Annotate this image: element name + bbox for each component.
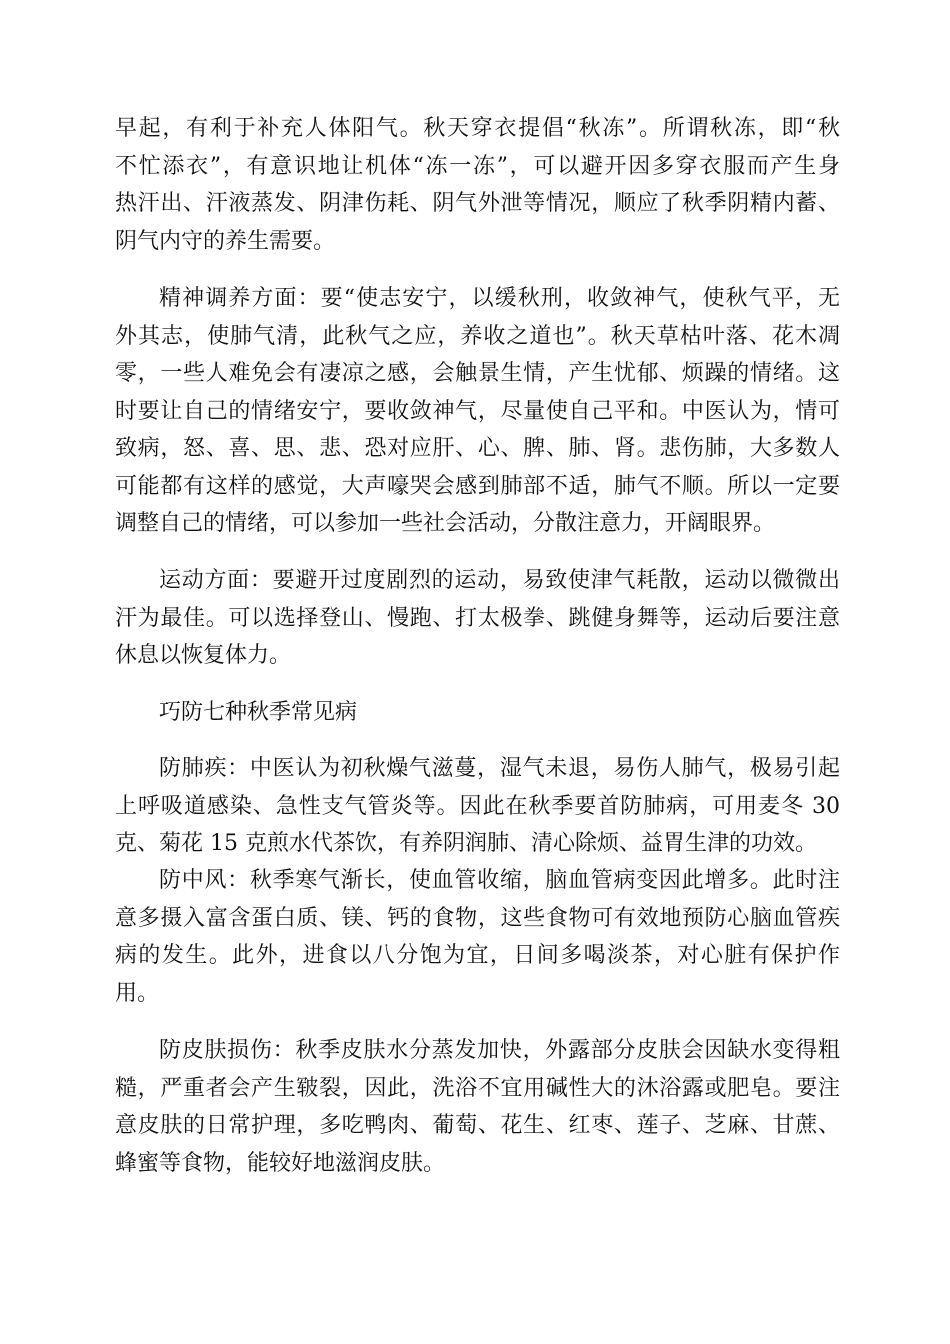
paragraph-line: 早起，有利于补充人体阳气。秋天穿衣提倡“秋冻”。所谓秋冻，即“秋 xyxy=(115,116,840,141)
section-heading xyxy=(115,694,840,732)
paragraph-line: 用。 xyxy=(115,980,160,1006)
paragraph-line: 零，一些人难免会有凄凉之感，会触景生情，产生忧郁、烦躁的情绪。这 xyxy=(115,361,840,386)
paragraph-line: 热汗出、汗液蒸发、阴津伤耗、阴气外泄等情况，顺应了秋季阴精内蓄、 xyxy=(115,191,840,216)
paragraph-line: 运动方面：要避开过度剧烈的运动，易致使津气耗散，运动以微微出 xyxy=(159,568,840,593)
paragraph-line: 精神调养方面：要“使志安宁，以缓秋刑，收敛神气，使秋气平，无 xyxy=(159,286,840,311)
paragraph-line: 可能都有这样的感觉，大声嚎哭会感到肺部不适，肺气不顺。所以一定要 xyxy=(115,473,840,499)
paragraph-line: 克、菊花 15 克煎水代茶饮，有养阴润肺、清心除烦、益胃生津的功效。 xyxy=(115,831,817,856)
paragraph-line: 休息以恢复体力。 xyxy=(115,643,292,668)
paragraph-line: 时要让自己的情绪安宁，要收敛神气，尽量使自己平和。中医认为，情可 xyxy=(115,398,840,424)
paragraph-5 xyxy=(115,750,840,863)
paragraph-line: 调整自己的情绪，可以参加一些社会活动，分散注意力，开阔眼界。 xyxy=(115,511,776,536)
paragraph-line: 外其志，使肺气清，此秋气之应，养收之道也”。秋天草枯叶落、花木凋 xyxy=(115,323,840,349)
paragraph-line: 上呼吸道感染、急性支气管炎等。因此在秋季要首防肺病，可用麦冬 30 xyxy=(115,793,840,819)
paragraph-line: 蜂蜜等食物，能较好地滋润皮肤。 xyxy=(115,1150,446,1176)
paragraph-1 xyxy=(115,110,840,260)
section-heading-text: 巧防七种秋季常见病 xyxy=(159,700,358,725)
paragraph-6 xyxy=(115,862,840,1012)
paragraph-line: 致病，怒、喜、思、悲、恐对应肝、心、脾、肺、肾。悲伤肺，大多数人 xyxy=(115,436,840,461)
paragraph-line: 防中风：秋季寒气渐长，使血管收缩，脑血管病变因此增多。此时注 xyxy=(159,868,840,893)
paragraph-3 xyxy=(115,562,840,675)
paragraph-line: 糙，严重者会产生皲裂，因此，洗浴不宜用碱性大的沐浴露或肥皂。要注 xyxy=(115,1075,840,1101)
paragraph-line: 防肺疾：中医认为初秋燥气滋蔓，湿气未退，易伤人肺气，极易引起 xyxy=(159,756,840,781)
paragraph-line: 不忙添衣”，有意识地让机体“冻一冻”，可以避开因多穿衣服而产生身 xyxy=(115,153,840,179)
paragraph-2 xyxy=(115,280,840,543)
paragraph-line: 意多摄入富含蛋白质、镁、钙的食物，这些食物可有效地预防心脑血管疾 xyxy=(115,905,840,931)
paragraph-line: 意皮肤的日常护理，多吃鸭肉、葡萄、花生、红枣、莲子、芝麻、甘蔗、 xyxy=(115,1113,840,1138)
paragraph-line: 防皮肤损伤：秋季皮肤水分蒸发加快，外露部分皮肤会因缺水变得粗 xyxy=(159,1038,840,1063)
paragraph-line: 阴气内守的养生需要。 xyxy=(115,228,336,254)
paragraph-line: 汗为最佳。可以选择登山、慢跑、打太极拳、跳健身舞等，运动后要注意 xyxy=(115,605,840,631)
paragraph-line: 病的发生。此外，进食以八分饱为宜，日间多喝淡茶，对心脏有保护作 xyxy=(115,943,840,968)
paragraph-7 xyxy=(115,1032,840,1182)
